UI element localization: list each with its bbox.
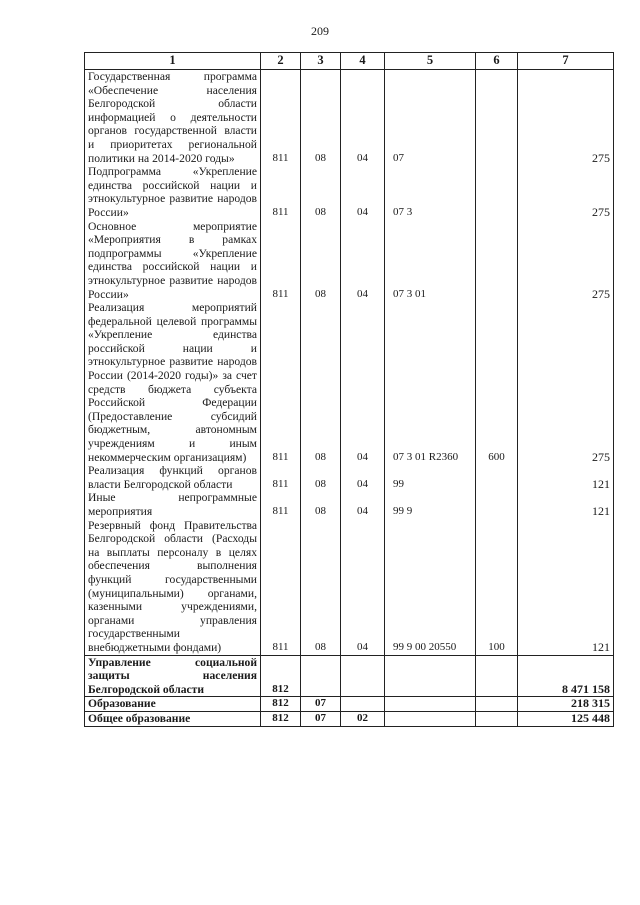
row-ministry-code: 811 xyxy=(261,519,301,655)
row-name: Общее образование xyxy=(85,711,261,726)
row-target-code xyxy=(385,711,476,726)
header-col-1: 1 xyxy=(85,53,261,70)
row-target-code: 07 3 01 xyxy=(385,220,476,302)
page-number: 209 xyxy=(311,24,329,38)
row-section-code: 07 xyxy=(301,711,341,726)
row-amount: 275 xyxy=(518,220,614,302)
row-expense-type xyxy=(476,165,518,219)
row-section-code: 08 xyxy=(301,165,341,219)
row-expense-type xyxy=(476,655,518,697)
row-ministry-code: 811 xyxy=(261,301,301,464)
row-subsection-code: 04 xyxy=(341,165,385,219)
table-row xyxy=(85,711,614,726)
row-section-code: 08 xyxy=(301,70,341,166)
row-subsection-code: 04 xyxy=(341,301,385,464)
row-target-code xyxy=(385,697,476,712)
row-section-code: 08 xyxy=(301,519,341,655)
table-row xyxy=(85,655,614,697)
row-subsection-code: 04 xyxy=(341,519,385,655)
table-row xyxy=(85,70,614,166)
row-subsection-code xyxy=(341,697,385,712)
row-section-code: 07 xyxy=(301,697,341,712)
row-section-code: 08 xyxy=(301,220,341,302)
row-expense-type xyxy=(476,711,518,726)
row-name: Реализация функций органов власти Белгородской области xyxy=(85,464,261,491)
row-expense-type xyxy=(476,220,518,302)
row-target-code: 07 3 01 R2360 xyxy=(385,301,476,464)
header-col-5: 5 xyxy=(385,53,476,70)
row-subsection-code: 04 xyxy=(341,220,385,302)
row-name: Основное мероприятие «Мероприятия в рамках подпрограммы «Укрепление единства российской нации и этнокультурное развитие народов России» xyxy=(85,220,261,302)
row-expense-type xyxy=(476,70,518,166)
row-ministry-code: 812 xyxy=(261,655,301,697)
row-name: Иные непрограммные мероприятия xyxy=(85,491,261,518)
row-amount: 121 xyxy=(518,491,614,518)
row-ministry-code: 811 xyxy=(261,165,301,219)
row-expense-type: 600 xyxy=(476,301,518,464)
row-target-code: 99 xyxy=(385,464,476,491)
row-target-code xyxy=(385,655,476,697)
row-expense-type xyxy=(476,697,518,712)
row-subsection-code: 04 xyxy=(341,70,385,166)
row-name: Управление социальной защиты населения Белгородской области xyxy=(85,655,261,697)
table-row xyxy=(85,697,614,712)
header-col-3: 3 xyxy=(301,53,341,70)
row-amount: 275 xyxy=(518,301,614,464)
row-target-code: 99 9 xyxy=(385,491,476,518)
header-col-7: 7 xyxy=(518,53,614,70)
row-subsection-code: 04 xyxy=(341,491,385,518)
row-target-code: 07 3 xyxy=(385,165,476,219)
row-expense-type xyxy=(476,491,518,518)
row-section-code: 08 xyxy=(301,491,341,518)
row-target-code: 07 xyxy=(385,70,476,166)
row-name: Реализация мероприятий федеральной целевой программы «Укрепление единства российской нации и этнокультурное развитие народов России (2014-2020 годы)» за счет средств бюджета субъекта Российской Федерации (Предоставление субсидий бюджетным, автономным учреждениям и иным некоммерческим организациям) xyxy=(85,301,261,464)
row-ministry-code: 811 xyxy=(261,464,301,491)
table-row xyxy=(85,220,614,302)
row-amount: 125 448 xyxy=(518,711,614,726)
table-row xyxy=(85,464,614,491)
row-target-code: 99 9 00 20550 xyxy=(385,519,476,655)
row-name: Резервный фонд Правительства Белгородской области (Расходы на выплаты персоналу в целях обеспечения выполнения функций государственными (муниципальными) органами, казенными учреждениями, органами управления государственными внебюджетными фондами) xyxy=(85,519,261,655)
table-row xyxy=(85,301,614,464)
table-row xyxy=(85,165,614,219)
header-col-6: 6 xyxy=(476,53,518,70)
row-subsection-code xyxy=(341,655,385,697)
row-amount: 8 471 158 xyxy=(518,655,614,697)
row-name: Подпрограмма «Укрепление единства российской нации и этнокультурное развитие народов России» xyxy=(85,165,261,219)
table-row xyxy=(85,491,614,518)
budget-table xyxy=(84,52,614,727)
row-amount: 121 xyxy=(518,519,614,655)
row-ministry-code: 811 xyxy=(261,491,301,518)
row-section-code: 08 xyxy=(301,464,341,491)
row-ministry-code: 811 xyxy=(261,70,301,166)
row-name: Государственная программа «Обеспечение населения Белгородской области информацией о деятельности органов государственной власти и приоритетах региональной политики на 2014-2020 годы» xyxy=(85,70,261,166)
header-col-4: 4 xyxy=(341,53,385,70)
row-subsection-code: 02 xyxy=(341,711,385,726)
row-subsection-code: 04 xyxy=(341,464,385,491)
row-ministry-code: 812 xyxy=(261,697,301,712)
row-amount: 121 xyxy=(518,464,614,491)
row-amount: 275 xyxy=(518,70,614,166)
table-row xyxy=(85,519,614,655)
row-expense-type xyxy=(476,464,518,491)
row-amount: 218 315 xyxy=(518,697,614,712)
row-ministry-code: 812 xyxy=(261,711,301,726)
table-header-row xyxy=(85,53,614,70)
row-section-code: 08 xyxy=(301,301,341,464)
row-expense-type: 100 xyxy=(476,519,518,655)
header-col-2: 2 xyxy=(261,53,301,70)
row-ministry-code: 811 xyxy=(261,220,301,302)
row-section-code xyxy=(301,655,341,697)
row-amount: 275 xyxy=(518,165,614,219)
row-name: Образование xyxy=(85,697,261,712)
